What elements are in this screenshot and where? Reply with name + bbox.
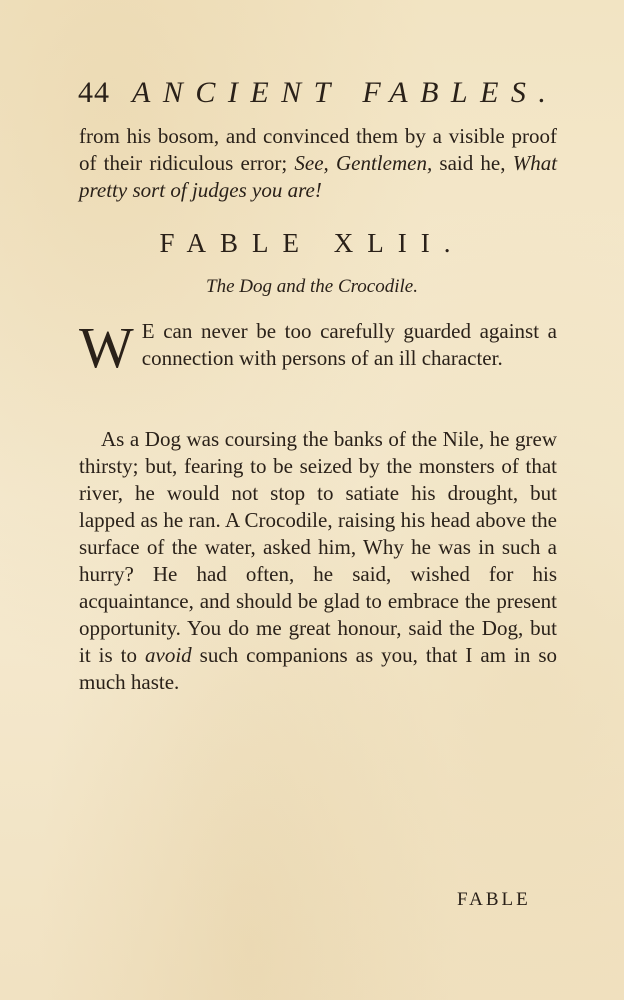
- catchword: FABLE: [457, 889, 531, 910]
- moral-text: E can never be too carefully guarded against a connection with persons of an ill character.: [141, 319, 557, 370]
- intro-italic-2: What pretty sort of judges you are!: [79, 151, 558, 202]
- intro-text-2: said he,: [439, 151, 506, 175]
- intro-text-1: from his bosom, and convinced them by a visible proof of their ridiculous error;: [79, 124, 557, 175]
- page-header: [78, 76, 559, 116]
- story-italic-word: avoid: [145, 643, 192, 667]
- story-paragraph: [79, 426, 557, 696]
- intro-italic-1: See, Gentlemen,: [294, 151, 433, 175]
- intro-paragraph: [79, 123, 557, 204]
- drop-cap: W: [79, 315, 134, 380]
- running-title: ANCIENT FABLES.: [132, 76, 559, 109]
- fable-title: FABLE XLII.: [159, 228, 465, 258]
- fable-subtitle: The Dog and the Crocodile.: [206, 276, 418, 297]
- story-text-1: As a Dog was coursing the banks of the Nile, he grew thirsty; but, fearing to be seized by the monsters of that river, he would not stop to satiate his drought, but lapped as he ran. A Crocodile, raising his head above the surface of the water, asked him, Why he was in such a hurry? He had often, he said, wished for his acquaintance, and should be glad to embrace the present opportunity. You do me great honour, said the Dog, but it is to: [79, 427, 557, 667]
- moral-paragraph: [79, 315, 557, 380]
- page-number: 44: [78, 76, 110, 109]
- story-text-2: such companions as you, that I am in so much haste.: [79, 643, 558, 694]
